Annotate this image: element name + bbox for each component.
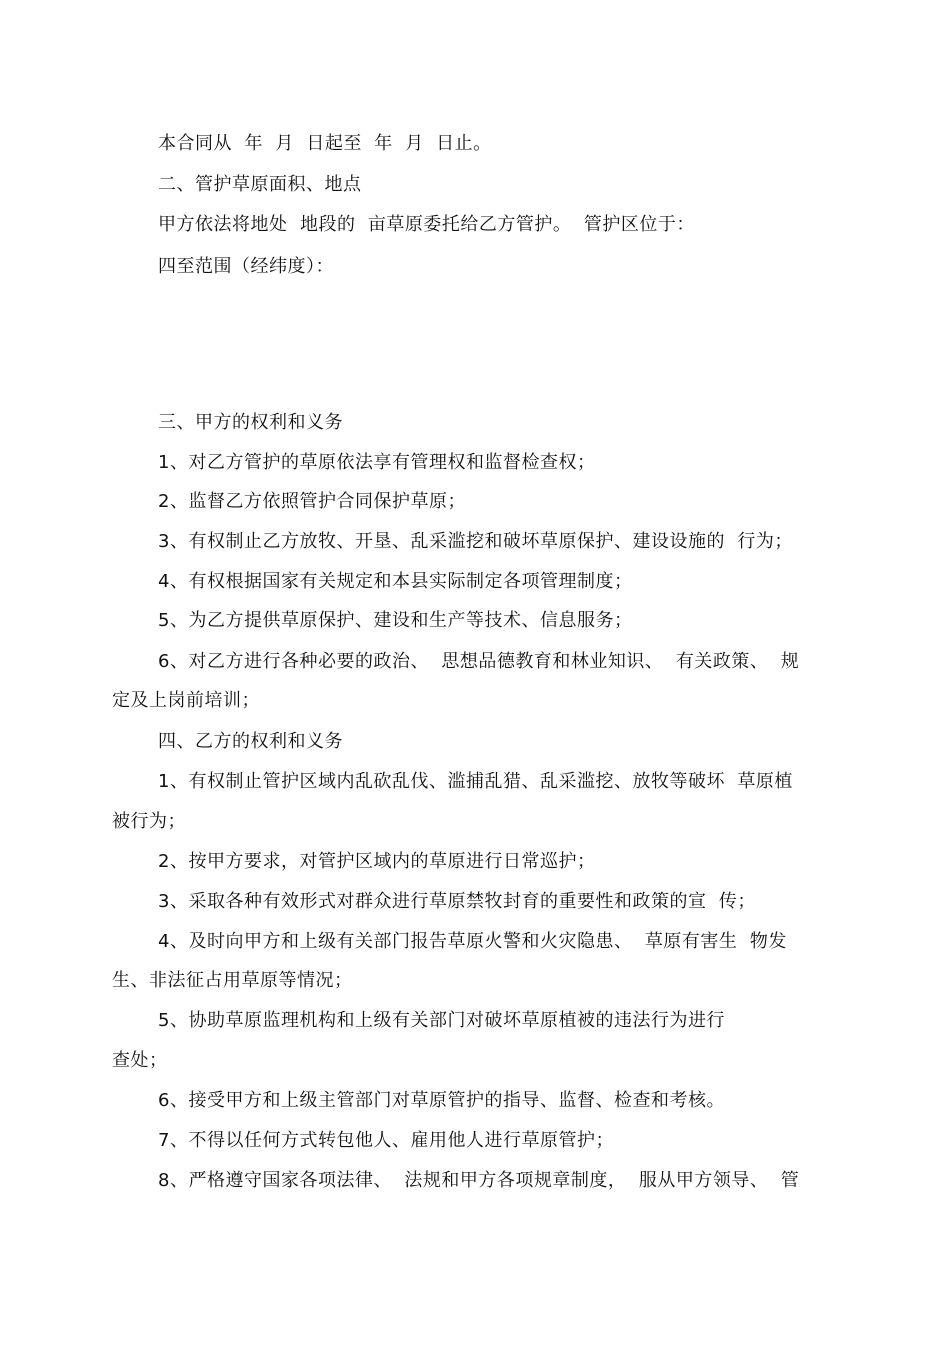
party-b-item-7: 7、不得以任何方式转包他人、雇用他人进行草原管护； <box>158 1130 614 1151</box>
party-b-item-3: 3、采取各种有效形式对群众进行草原禁牧封育的重要性和政策的宣 传； <box>158 891 756 912</box>
party-b-item-4-cont: 生、非法征占用草原等情况； <box>112 970 353 991</box>
party-b-item-1-cont: 被行为； <box>112 811 186 832</box>
party-b-item-5: 5、协助草原监理机构和上级有关部门对破坏草原植被的违法行为进行 <box>158 1010 725 1031</box>
section-four-heading: 四、乙方的权利和义务 <box>158 731 343 752</box>
contract-term-line: 本合同从 年 月 日起至 年 月 日止。 <box>158 133 492 154</box>
party-a-item-3: 3、有权制止乙方放牧、开垦、乱采滥挖和破坏草原保护、建设设施的 行为； <box>158 531 793 552</box>
party-b-item-1: 1、有权制止管护区域内乱砍乱伐、滥捕乱猎、乱采滥挖、放牧等破坏 草原植 <box>158 771 793 792</box>
section-two-heading: 二、管护草原面积、地点 <box>158 174 362 195</box>
boundary-line: 四至范围（经纬度）： <box>158 256 334 277</box>
party-a-item-1: 1、对乙方管护的草原依法享有管理权和监督检查权； <box>158 452 596 473</box>
party-b-item-2: 2、按甲方要求，对管护区域内的草原进行日常巡护； <box>158 851 596 872</box>
party-b-item-6: 6、接受甲方和上级主管部门对草原管护的指导、监督、检查和考核。 <box>158 1090 725 1111</box>
party-a-item-4: 4、有权根据国家有关规定和本县实际制定各项管理制度； <box>158 571 633 592</box>
party-a-item-6: 6、对乙方进行各种必要的政治、 思想品德教育和林业知识、 有关政策、 规 <box>158 651 800 672</box>
location-line: 甲方依法将地处 地段的 亩草原委托给乙方管护。 管护区位于： <box>158 214 695 235</box>
party-b-item-5-cont: 查处； <box>112 1050 168 1071</box>
section-three-heading: 三、甲方的权利和义务 <box>158 412 343 433</box>
party-a-item-6-cont: 定及上岗前培训； <box>112 690 260 711</box>
party-a-item-2: 2、监督乙方依照管护合同保护草原； <box>158 491 466 512</box>
party-b-item-8: 8、严格遵守国家各项法律、 法规和甲方各项规章制度， 服从甲方领导、 管 <box>158 1170 800 1191</box>
party-a-item-5: 5、为乙方提供草原保护、建设和生产等技术、信息服务； <box>158 610 633 631</box>
party-b-item-4: 4、及时向甲方和上级有关部门报告草原火警和火灾隐患、 草原有害生 物发 <box>158 931 787 952</box>
